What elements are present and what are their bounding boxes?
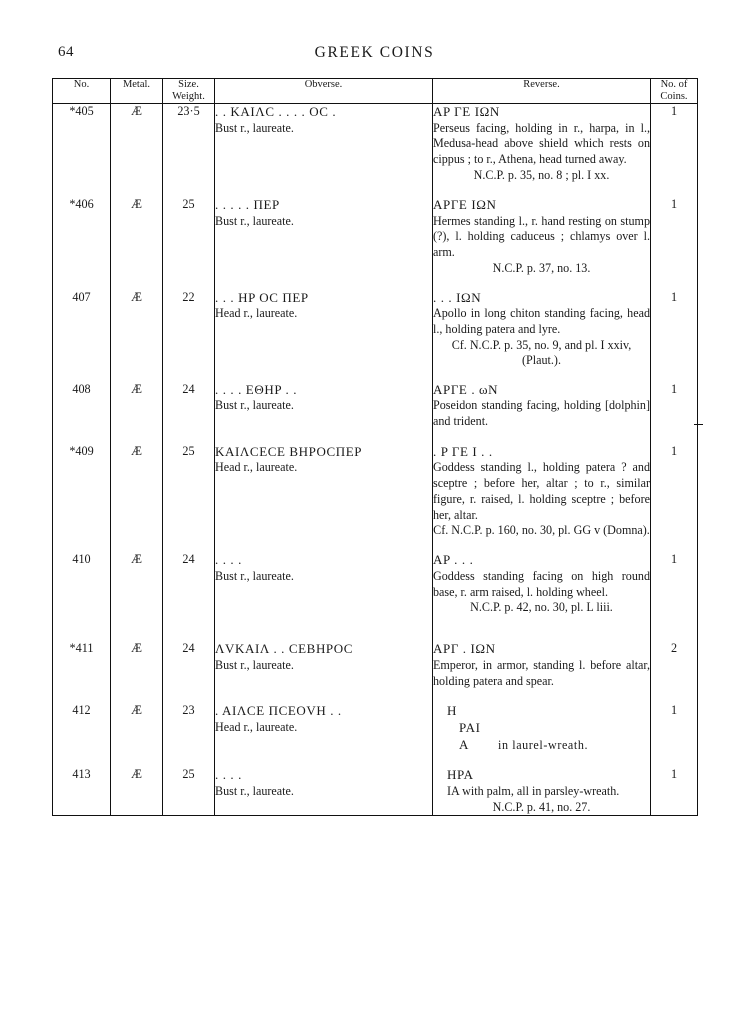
table-row xyxy=(53,104,698,168)
reverse-legend: AP ΓE IΩN xyxy=(433,104,500,120)
entry-reverse xyxy=(433,703,651,753)
obverse-description: Bust r., laureate. xyxy=(215,658,294,672)
entry-reference: Cf. N.C.P. p. 35, no. 9, and pl. I xxiv, (Plaut.). xyxy=(433,338,651,368)
entry-coin-count: 1 xyxy=(651,382,698,430)
table-row xyxy=(53,767,698,799)
entry-obverse xyxy=(215,552,433,600)
entry-size: 24 xyxy=(163,641,215,689)
column-header-coins-line1: No. of xyxy=(660,79,688,90)
entry-metal: Æ xyxy=(111,444,163,524)
entry-size: 24 xyxy=(163,552,215,600)
entry-size: 25 xyxy=(163,444,215,524)
entry-reverse xyxy=(433,290,651,338)
entry-reference: N.C.P. p. 35, no. 8 ; pl. I xx. xyxy=(433,168,651,183)
column-header-metal: Metal. xyxy=(111,79,163,104)
obverse-description: Bust r., laureate. xyxy=(215,398,294,413)
table-row xyxy=(53,197,698,261)
reverse-description: Poseidon standing facing, holding [dolphin] and trident. xyxy=(433,398,650,429)
table-row xyxy=(53,552,698,600)
reference-row xyxy=(53,800,698,816)
entry-metal: Æ xyxy=(111,552,163,600)
entry-coin-count: 1 xyxy=(651,767,698,799)
obverse-description: Bust r., laureate. xyxy=(215,568,294,583)
entry-reverse xyxy=(433,641,651,689)
obverse-legend: . . . . xyxy=(215,767,242,783)
entry-metal: Æ xyxy=(111,767,163,799)
entry-metal: Æ xyxy=(111,290,163,338)
obverse-description: Bust r., laureate. xyxy=(215,784,294,799)
table-row xyxy=(53,641,698,689)
running-head: GREEK COINS xyxy=(314,44,435,61)
column-header-coins-line2: Coins. xyxy=(660,91,688,103)
entry-obverse xyxy=(215,104,433,168)
column-header-no: No. xyxy=(53,79,111,104)
reference-row xyxy=(53,338,698,368)
entry-obverse xyxy=(215,197,433,261)
reverse-legend: AP . . . xyxy=(433,552,474,568)
obverse-description: Head r., laureate. xyxy=(215,306,298,321)
obverse-description: Head r., laureate. xyxy=(215,720,298,735)
obverse-legend: . AIΛCE ΠCEOVH . . xyxy=(215,703,342,719)
entry-metal: Æ xyxy=(111,197,163,261)
reverse-description: Apollo in long chiton standing facing, head l., holding patera and lyre. xyxy=(433,306,650,337)
column-header-size-weight xyxy=(163,79,215,104)
entry-reverse xyxy=(433,104,651,168)
table-row xyxy=(53,444,698,524)
entry-reverse xyxy=(433,197,651,261)
reverse-description: in laurel-wreath. xyxy=(498,737,589,752)
entry-reverse xyxy=(433,767,651,799)
entry-reference: N.C.P. p. 37, no. 13. xyxy=(433,261,651,276)
obverse-legend: . . KAIΛC . . . . OC . xyxy=(215,104,337,120)
reverse-legend: . P ΓE I . . xyxy=(433,443,493,459)
entry-coin-count: 1 xyxy=(651,290,698,338)
obverse-legend: . . . . . ΠEP xyxy=(215,196,280,212)
entry-obverse xyxy=(215,444,433,524)
entry-number: *405 xyxy=(53,104,111,168)
entry-number: *411 xyxy=(53,641,111,689)
entry-obverse xyxy=(215,767,433,799)
entry-number: 413 xyxy=(53,767,111,799)
reverse-legend-line3-letter: A xyxy=(459,736,469,752)
table-row xyxy=(53,382,698,430)
entry-coin-count: 1 xyxy=(651,197,698,261)
entry-obverse xyxy=(215,382,433,430)
entry-number: 412 xyxy=(53,703,111,753)
obverse-legend: ΛVKAIΛ . . CEBHPOC xyxy=(215,641,354,657)
entry-coin-count: 1 xyxy=(651,552,698,600)
reference-row xyxy=(53,600,698,615)
entry-obverse xyxy=(215,290,433,338)
entry-reverse xyxy=(433,382,651,430)
table-row xyxy=(53,703,698,753)
entry-number: 408 xyxy=(53,382,111,430)
entry-obverse xyxy=(215,641,433,689)
entry-metal: Æ xyxy=(111,104,163,168)
column-header-size: Size. xyxy=(178,79,199,90)
entry-size: 25 xyxy=(163,767,215,799)
entry-metal: Æ xyxy=(111,641,163,689)
reverse-legend-line2: PAI xyxy=(459,720,481,736)
reverse-legend: HPA xyxy=(447,767,474,783)
reverse-legend: APΓE . ωN xyxy=(433,381,499,397)
reverse-description: Goddess standing facing on high round base, r. arm raised, l. holding wheel. xyxy=(433,568,650,599)
reverse-legend: APΓ . IΩN xyxy=(433,641,496,657)
entry-size: 23 xyxy=(163,703,215,753)
obverse-description: Bust r., laureate. xyxy=(215,120,294,135)
table-header-row xyxy=(53,79,698,104)
reference-row xyxy=(53,523,698,538)
entry-reference: N.C.P. p. 42, no. 30, pl. L liii. xyxy=(433,600,651,615)
table-row xyxy=(53,290,698,338)
reverse-legend-line2: IA with palm, all in parsley-wreath. xyxy=(447,784,620,799)
entry-reference: N.C.P. p. 41, no. 27. xyxy=(433,800,651,816)
reverse-legend: H xyxy=(447,703,457,719)
entry-coin-count: 1 xyxy=(651,703,698,753)
obverse-legend: . . . HP OC ΠEP xyxy=(215,289,309,305)
obverse-description: Bust r., laureate. xyxy=(215,213,294,228)
entry-coin-count: 1 xyxy=(651,104,698,168)
coin-catalogue-table xyxy=(52,78,698,816)
entry-metal: Æ xyxy=(111,703,163,753)
entry-number: *406 xyxy=(53,197,111,261)
entry-number: 410 xyxy=(53,552,111,600)
obverse-legend: . . . . xyxy=(215,552,242,568)
reverse-description: Emperor, in armor, standing l. before altar, holding patera and spear. xyxy=(433,658,650,688)
column-header-obverse: Obverse. xyxy=(215,79,433,104)
column-header-coins xyxy=(651,79,698,104)
entry-metal: Æ xyxy=(111,382,163,430)
entry-coin-count: 1 xyxy=(651,444,698,524)
column-header-reverse: Reverse. xyxy=(433,79,651,104)
reverse-description: Hermes standing l., r. hand resting on stump (?), l. holding caduceus ; chlamys over l. arm. xyxy=(433,213,650,259)
entry-reverse xyxy=(433,552,651,600)
obverse-legend: KAIΛCECE BHPOCΠEP xyxy=(215,443,363,459)
entry-coin-count: 2 xyxy=(651,641,698,689)
column-header-weight: Weight. xyxy=(172,91,205,103)
entry-size: 23·5 xyxy=(163,104,215,168)
reverse-legend: . . . IΩN xyxy=(433,289,482,305)
reference-row xyxy=(53,261,698,276)
entry-reverse xyxy=(433,444,651,524)
folio-number: 64 xyxy=(58,44,74,60)
reference-row xyxy=(53,168,698,183)
entry-reference: Cf. N.C.P. p. 160, no. 30, pl. GG v (Domna). xyxy=(433,523,650,538)
page-header xyxy=(52,44,697,70)
reverse-legend: APΓE IΩN xyxy=(433,196,497,212)
entry-number: *409 xyxy=(53,444,111,524)
reverse-description: Perseus facing, holding in r., harpa, in l., Medusa-head above shield which rests on cippus ; to r., Athena, head turned away. xyxy=(433,120,650,167)
margin-tick-mark xyxy=(694,424,703,425)
obverse-description: Head r., laureate. xyxy=(215,460,298,475)
entry-size: 25 xyxy=(163,197,215,261)
entry-size: 22 xyxy=(163,290,215,338)
entry-obverse xyxy=(215,703,433,753)
reverse-description: Goddess standing l., holding patera ? and sceptre ; before her, altar ; to r., similar figure, r. raised, l. holding sceptre ; before her, altar. xyxy=(433,460,650,522)
obverse-legend: . . . . EΘHP . . xyxy=(215,381,298,397)
reverse-legend-line3 xyxy=(433,737,650,754)
entry-size: 24 xyxy=(163,382,215,430)
entry-number: 407 xyxy=(53,290,111,338)
